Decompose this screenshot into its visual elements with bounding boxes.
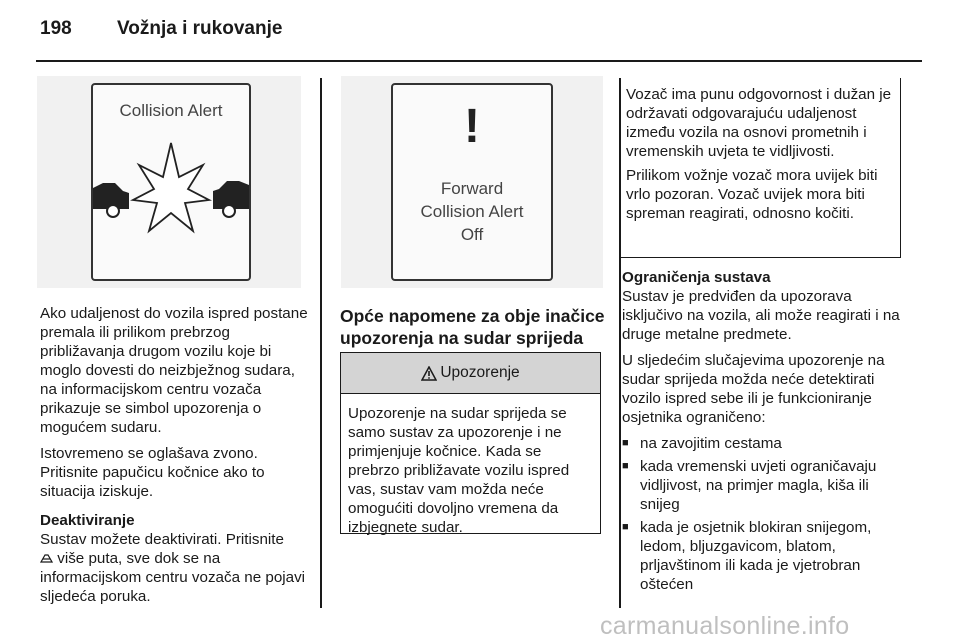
warning-header — [341, 352, 600, 394]
car-left-icon — [93, 183, 129, 217]
limits-paragraph-1: Sustav je predviđen da upozorava isključivo na vozila, ali može reagirati i na druge metalne predmete. — [622, 288, 900, 343]
figure-collision-alert — [37, 76, 301, 288]
collision-star-icon — [133, 143, 209, 231]
deactivation-paragraph — [40, 530, 310, 606]
message-line-2: Collision Alert — [420, 202, 524, 221]
collision-alert-symbol — [93, 85, 249, 279]
column-divider-left — [320, 78, 322, 608]
page-number: 198 — [40, 18, 72, 39]
warning-text: Upozorenje na sudar sprijeda se samo sustav za upozorenje i ne primjenjuje kočnice. Kada se prebrzo približavate vozilu ispred vas, sustav vam možda neće omogućiti dovoljno vremena da izbjegnete sudar. — [348, 405, 570, 536]
deactivation-text-before: Sustav možete deaktivirati. Pritisnite — [40, 531, 284, 548]
display-panel-off — [391, 83, 553, 281]
warning-title: Upozorenje — [440, 364, 520, 381]
message-line-3: Off — [460, 225, 484, 244]
limits-paragraph-2: U sljedećim slučajevima upozorenje na sudar sprijeda možda neće detektirati vozilo ispred sebe ili je funkcioniranje osjetnika ograničeno: — [622, 352, 885, 426]
display-panel — [91, 83, 251, 281]
page-title: Vožnja i rukovanje — [117, 18, 283, 39]
list-item: ■ na zavojitim cestama — [622, 434, 906, 453]
general-notes-heading: Opće napomene za obje inačice upozorenja na sudar sprijeda — [340, 306, 605, 348]
figure-forward-collision-alert-off — [341, 76, 603, 288]
warning-triangle-icon — [421, 366, 437, 381]
distance-button-icon — [40, 553, 53, 564]
header-rule — [36, 60, 922, 62]
responsibility-note-box — [619, 78, 901, 258]
list-item: ■ kada vremenski uvjeti ograničavaju vidljivost, na primjer magla, kiša ili snijeg — [622, 457, 906, 514]
deactivation-text-after: više puta, sve dok se na informacijskom centru vozača ne pojavi sljedeća poruka. — [40, 550, 306, 605]
note-paragraph-1: Vozač ima punu odgovornost i dužan je održavati odgovarajuću udaljenost između vozila na osnovi prometnih i vremenskih uvjeta te vidljivosti. — [626, 86, 892, 160]
left-column-text — [40, 304, 310, 613]
car-right-icon — [213, 181, 249, 217]
warning-box — [340, 352, 601, 534]
exclamation-icon: ! — [464, 100, 480, 153]
message-line-1: Forward — [440, 179, 504, 198]
collision-alert-label: Collision Alert — [119, 101, 223, 120]
note-paragraph-2: Prilikom vožnje vozač mora uvijek biti vrlo pozoran. Vozač uvijek mora biti spreman reagirati, odnosno kočiti. — [626, 167, 878, 222]
system-limits-heading: Ograničenja sustava — [622, 269, 771, 286]
right-column-text — [622, 268, 906, 598]
watermark: carmanualsonline.info — [600, 612, 850, 640]
limits-list — [622, 434, 906, 594]
list-item: ■ kada je osjetnik blokiran snijegom, ledom, bljuzgavicom, blatom, prljavštinom ili kada je vjetrobran oštećen — [622, 518, 906, 594]
intro-paragraph: Ako udaljenost do vozila ispred postane premala ili prilikom prebrzog približavanja drugom vozilu koje bi moglo dovesti do neizbježnog sudara, na informacijskom centru vozača prikazuje se simbol upozorenja o mogućem sudaru. — [40, 305, 308, 436]
deactivation-heading: Deaktiviranje — [40, 512, 135, 529]
chime-paragraph: Istovremeno se oglašava zvono. Pritisnite papučicu kočnice ako to situacija iziskuje. — [40, 445, 265, 500]
